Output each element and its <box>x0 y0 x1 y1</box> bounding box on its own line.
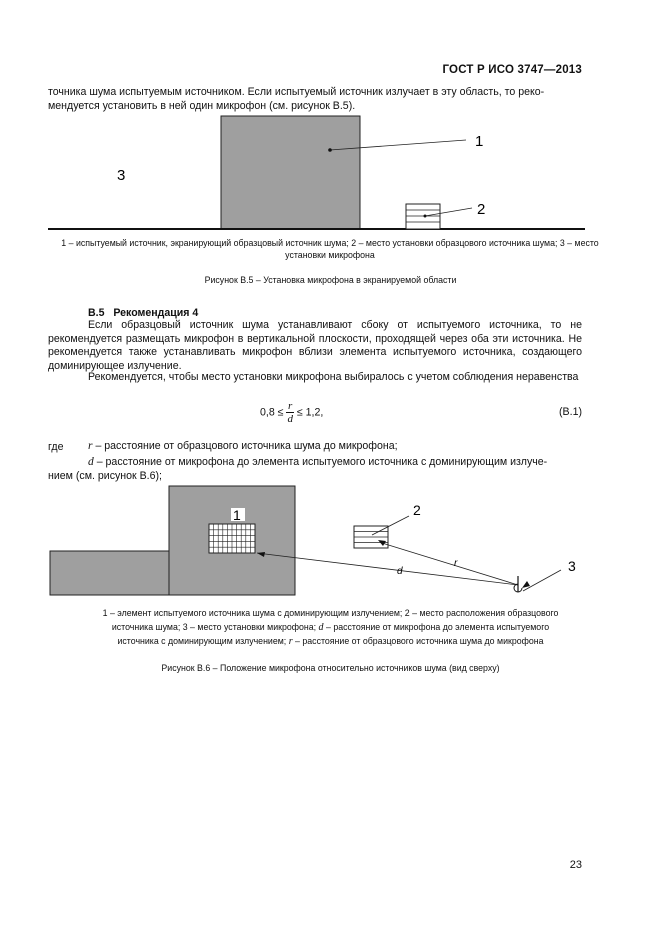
section-paragraph-2: Рекомендуется, чтобы место установки микрофона выбиралось с учетом соблюдения неравенства <box>88 371 579 383</box>
figure-b5-legend: 1 – испытуемый источник, экранирующий образцовый источник шума; 2 – место установки образцового источника шума; 3 – место установки микрофона <box>61 238 599 260</box>
figure-b5-label-3: 3 <box>117 167 126 184</box>
formula-fraction <box>286 400 294 425</box>
legend-2b: – расстояние от микрофона до элемента испытуемого <box>325 622 550 632</box>
formula-numerator: r <box>288 400 293 412</box>
formula-left: 0,8 ≤ <box>260 406 284 419</box>
legend-2-symbol: d <box>318 622 324 633</box>
intro-line-1: точника шума испытуемым источником. Если испытуемый источник излучает в эту область, то реко- <box>48 86 545 98</box>
figure-b5-diagram <box>0 110 661 235</box>
section-number: В.5 <box>88 307 105 319</box>
distance-d-line <box>257 553 518 585</box>
leader-line-3 <box>523 570 561 591</box>
where-r-symbol: r <box>88 440 93 452</box>
legend-2a: источника шума; 3 – место установки микрофона; <box>111 622 317 632</box>
where-d-line <box>88 456 547 468</box>
figure-b6-legend-line-2 <box>0 622 661 634</box>
figure-b6-caption: Рисунок В.6 – Положение микрофона относительно источников шума (вид сверху) <box>161 663 500 673</box>
where-d-text-cont: нием (см. рисунок В.6); <box>48 470 162 482</box>
formula <box>260 400 323 425</box>
where-r-line <box>88 440 398 452</box>
distance-r-line <box>382 543 518 585</box>
intro-line-2: мендуется установить в ней один микрофон (см. рисунок В.5). <box>48 100 356 112</box>
tested-source-block <box>221 116 360 229</box>
where-d-text: – расстояние от микрофона до элемента испытуемого источника с доминирующим излуче- <box>96 456 548 468</box>
legend-3b: – расстояние от образцового источника шума до микрофона <box>295 636 544 646</box>
section-title: Рекомендация 4 <box>113 307 199 319</box>
where-r-text: – расстояние от образцового источника шума до микрофона; <box>95 440 398 452</box>
figure-b6-label-3: 3 <box>568 558 576 574</box>
figure-b5-caption: Рисунок В.5 – Установка микрофона в экранируемой области <box>204 275 457 285</box>
section-heading <box>88 307 198 319</box>
formula-number: (В.1) <box>559 406 582 418</box>
figure-b6-label-d: d <box>397 566 403 577</box>
figure-b6-diagram <box>0 480 661 605</box>
legend-3-symbol: r <box>288 636 293 647</box>
figure-b6-legend-line-3 <box>0 636 661 648</box>
page-number: 23 <box>569 859 582 871</box>
legend-3a: источника с доминирующим излучением; <box>117 636 287 646</box>
figure-b6-label-r: r <box>454 558 458 569</box>
figure-b5-label-1: 1 <box>475 133 484 150</box>
section-paragraph-1: Если образцовый источник шума устанавливают сбоку от испытуемого источника, то не рекомендуется размещать микрофон в вертикальной плоскости, проходящей через оба эти источника. Не рекомендуется также устанавливать микрофон вблизи элемента испытуемого источника, создающего доминирующее излучение. <box>48 319 582 372</box>
formula-denominator: d <box>287 413 293 425</box>
side-block <box>50 551 169 595</box>
figure-b5-label-2: 2 <box>477 201 486 218</box>
where-d-symbol: d <box>88 456 94 468</box>
figure-b6-legend-line-1: 1 – элемент испытуемого источника шума с доминирующим излучением; 2 – место расположения образцового <box>102 608 559 618</box>
where-word: где <box>48 441 64 453</box>
document-id: ГОСТ Р ИСО 3747—2013 <box>442 64 582 76</box>
formula-right: ≤ 1,2, <box>296 406 324 419</box>
reference-source-box <box>406 204 440 229</box>
figure-b6-label-1: 1 <box>233 507 241 523</box>
figure-b6-label-2: 2 <box>413 502 421 518</box>
